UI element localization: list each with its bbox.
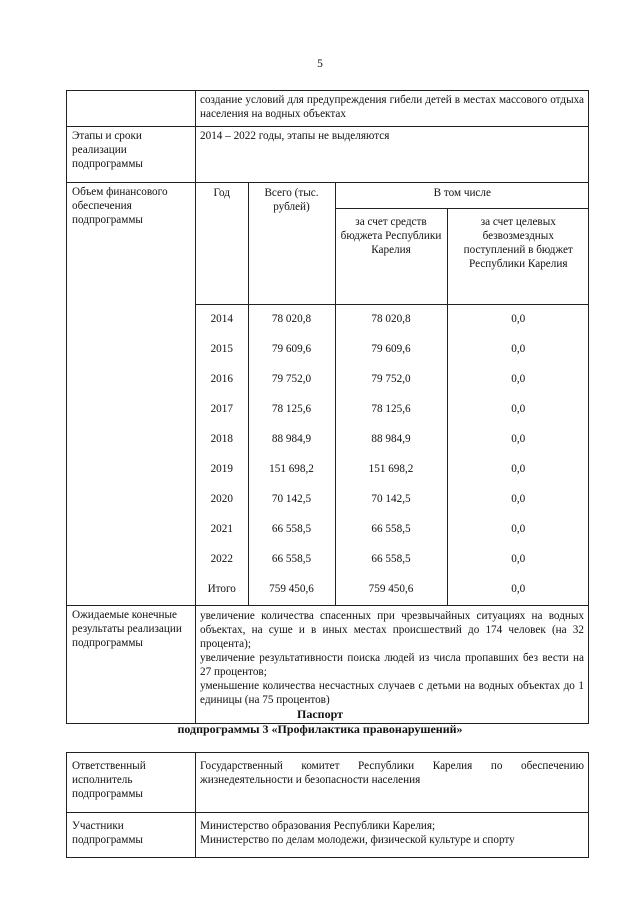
- budget-cell: 79 752,0: [335, 368, 447, 398]
- finance-row: [67, 183, 589, 606]
- total-cell: 759 450,6: [248, 578, 335, 605]
- targeted-cell: 0,0: [447, 488, 589, 518]
- finance-data-row: [196, 488, 589, 518]
- targeted-cell: 0,0: [447, 368, 589, 398]
- finance-data-row: [196, 338, 589, 368]
- goal-label: [67, 91, 196, 127]
- targeted-cell: 0,0: [447, 428, 589, 458]
- budget-cell: 79 609,6: [335, 338, 447, 368]
- year-cell: 2017: [210, 403, 233, 415]
- year-cell: 2019: [210, 463, 233, 475]
- budget-cell: 78 020,8: [335, 305, 447, 339]
- stages-row: [67, 127, 589, 183]
- budget-cell: 759 450,6: [335, 578, 447, 605]
- budget-cell: 70 142,5: [335, 488, 447, 518]
- finance-data-row: [196, 518, 589, 548]
- targeted-header: за счет целевых безвозмездных поступлений в бюджет Республики Карелия: [447, 209, 589, 305]
- budget-cell: 151 698,2: [335, 458, 447, 488]
- total-header: Всего (тыс. рублей): [248, 183, 335, 305]
- budget-cell: 78 125,6: [335, 398, 447, 428]
- subprogram3-passport-table: [66, 752, 589, 858]
- total-cell: 78 125,6: [248, 398, 335, 428]
- targeted-cell: 0,0: [447, 398, 589, 428]
- finance-breakdown-table: [196, 183, 589, 605]
- page-number: 5: [317, 58, 323, 70]
- year-header: Год: [213, 187, 230, 199]
- result-item: уменьшение количества несчастных случаев с детьми на водных объектах до 1 единицы (на 75 процентов): [200, 680, 584, 706]
- targeted-cell: 0,0: [447, 338, 589, 368]
- passport-title: Паспорт: [297, 707, 343, 721]
- targeted-cell: 0,0: [447, 458, 589, 488]
- total-cell: 151 698,2: [248, 458, 335, 488]
- year-cell: 2014: [196, 305, 248, 339]
- participant-item: Министерство по делам молодежи, физической культуре и спорту: [200, 834, 515, 846]
- executor-row: [67, 753, 589, 813]
- finance-label: Объем финансового обеспечения подпрограммы: [67, 183, 196, 606]
- budget-cell: 88 984,9: [335, 428, 447, 458]
- year-cell: Итого: [207, 583, 236, 595]
- goal-text: создание условий для предупреждения гибели детей в местах массового отдыха населения на водных объектах: [196, 91, 589, 127]
- goal-row: [67, 91, 589, 127]
- targeted-cell: 0,0: [447, 305, 589, 339]
- budget-header: за счет средств бюджета Республики Карелия: [335, 209, 447, 305]
- result-item: увеличение количества спасенных при чрезвычайных ситуациях на водных объектах, на суше и в иных местах происшествий до 174 человек (на 32 процента);: [200, 610, 584, 650]
- total-cell: 70 142,5: [248, 488, 335, 518]
- finance-data-row: [196, 458, 589, 488]
- passport-subtitle: подпрограммы 3 «Профилактика правонарушений»: [177, 722, 463, 736]
- executor-label: Ответственный исполнитель подпрограммы: [67, 753, 196, 813]
- stages-label: Этапы и сроки реализации подпрограммы: [67, 127, 196, 183]
- finance-data-row: [196, 305, 589, 339]
- total-cell: 78 020,8: [248, 305, 335, 339]
- finance-data-row: [196, 578, 589, 605]
- year-cell: 2022: [210, 553, 233, 565]
- total-cell: 79 752,0: [248, 368, 335, 398]
- finance-data-row: [196, 398, 589, 428]
- participants-row: [67, 813, 589, 858]
- participant-item: Министерство образования Республики Карелия;: [200, 820, 436, 832]
- year-cell: 2016: [210, 373, 233, 385]
- subprogram-passport-table-continued: [66, 90, 589, 724]
- including-header: В том числе: [335, 183, 589, 209]
- total-cell: 88 984,9: [248, 428, 335, 458]
- finance-data-row: [196, 548, 589, 578]
- targeted-cell: 0,0: [447, 578, 589, 605]
- result-item: увеличение результативности поиска людей из числа пропавших без вести на 27 процентов;: [200, 652, 584, 678]
- results-row: [67, 606, 589, 724]
- year-cell: 2015: [210, 343, 233, 355]
- results-label: Ожидаемые конечные результаты реализации подпрограммы: [67, 606, 196, 724]
- year-cell: 2018: [210, 433, 233, 445]
- participants-label: Участники подпрограммы: [67, 813, 196, 858]
- finance-data-row: [196, 368, 589, 398]
- targeted-cell: 0,0: [447, 518, 589, 548]
- year-cell: 2021: [210, 523, 233, 535]
- budget-cell: 66 558,5: [335, 518, 447, 548]
- targeted-cell: 0,0: [447, 548, 589, 578]
- budget-cell: 66 558,5: [335, 548, 447, 578]
- stages-text: 2014 – 2022 годы, этапы не выделяются: [196, 127, 589, 183]
- participants-text: [196, 813, 589, 858]
- year-cell: 2020: [210, 493, 233, 505]
- total-cell: 66 558,5: [248, 518, 335, 548]
- total-cell: 66 558,5: [248, 548, 335, 578]
- executor-text: Государственный комитет Республики Карелия по обеспечению жизнедеятельности и безопасности населения: [196, 753, 589, 813]
- results-text: [196, 606, 589, 724]
- total-cell: 79 609,6: [248, 338, 335, 368]
- finance-data-row: [196, 428, 589, 458]
